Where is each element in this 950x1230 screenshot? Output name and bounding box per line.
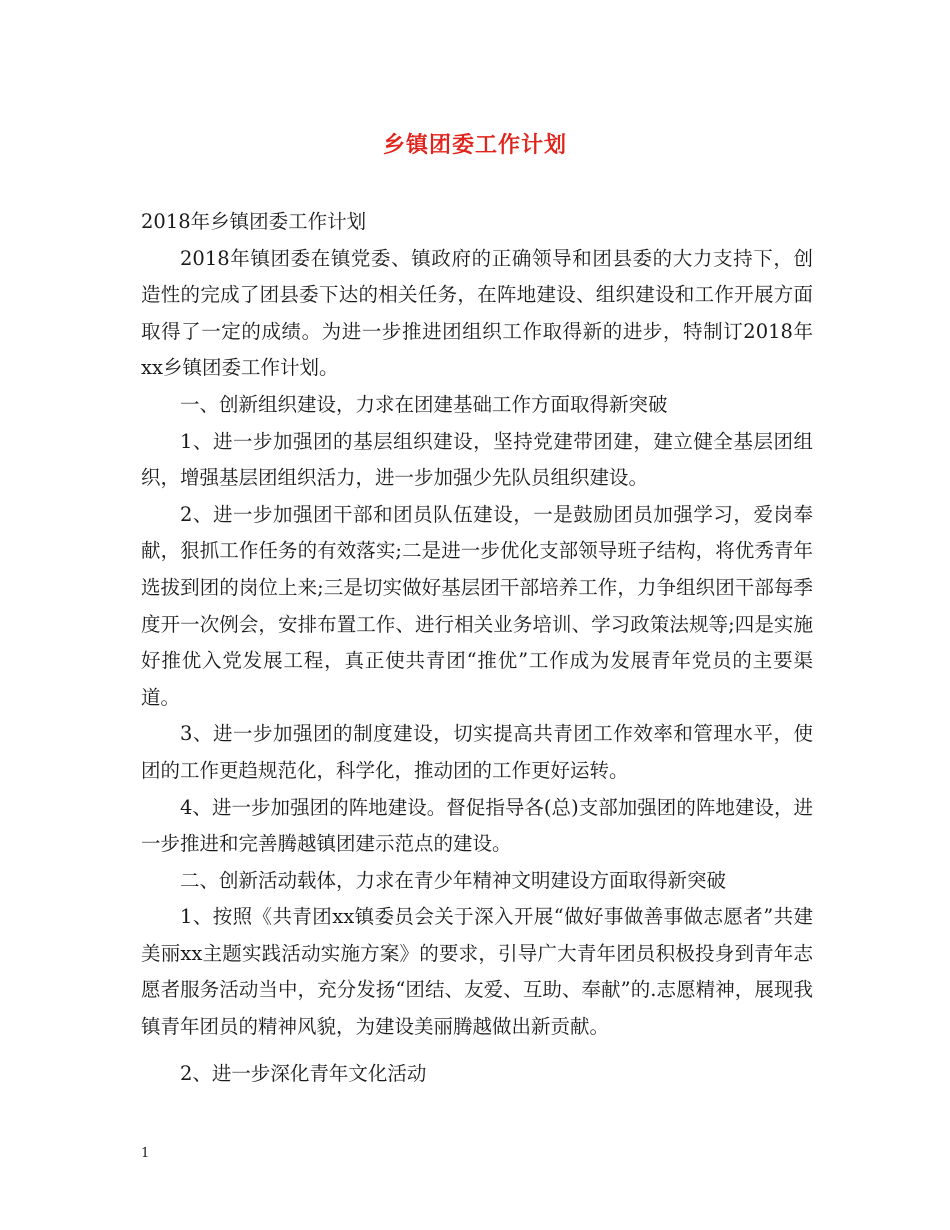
paragraph-item-1-1: 1、进一步加强团的基层组织建设，坚持党建带团建，建立健全基层团组织，增强基层团组织活力，进一步加强少先队员组织建设。 (141, 429, 813, 490)
section-heading-1: 一、创新组织建设，力求在团建基础工作方面取得新突破 (180, 392, 668, 416)
paragraph-item-1-4: 4、进一步加强团的阵地建设。督促指导各(总)支部加强团的阵地建设，进一步推进和完善腾越镇团建示范点的建设。 (141, 795, 813, 856)
document-title: 乡镇团委工作计划 (382, 132, 567, 158)
paragraph-item-2-1: 1、按照《共青团xx镇委员会关于深入开展“做好事做善事做志愿者”共建美丽xx主题实践活动实施方案》的要求，引导广大青年团员积极投身到青年志愿者服务活动当中，充分发扬“团结、友爱、互助、奉献”的.志愿精神，展现我镇青年团员的精神风貌，为建设美丽腾越做出新贡献。 (141, 905, 813, 1039)
document-subtitle: 2018年乡镇团委工作计划 (141, 210, 367, 233)
paragraph-intro: 2018年镇团委在镇党委、镇政府的正确领导和团县委的大力支持下，创造性的完成了团县委下达的相关任务，在阵地建设、组织建设和工作开展方面取得了一定的成绩。为进一步推进团组织工作取得新的进步，特制订2018年xx乡镇团委工作计划。 (141, 246, 813, 380)
section-heading-2: 二、创新活动载体，力求在青少年精神文明建设方面取得新突破 (180, 868, 727, 892)
paragraph-item-2-2: 2、进一步深化青年文化活动 (180, 1061, 427, 1085)
document-body (141, 204, 813, 1092)
paragraph-item-1-3: 3、进一步加强团的制度建设，切实提高共青团工作效率和管理水平，使团的工作更趋规范化，科学化，推动团的工作更好运转。 (141, 722, 813, 782)
page-number: 1 (141, 1146, 150, 1161)
paragraph-item-1-2: 2、进一步加强团干部和团员队伍建设，一是鼓励团员加强学习，爱岗奉献，狠抓工作任务的有效落实;二是进一步优化支部领导班子结构，将优秀青年选拔到团的岗位上来;三是切实做好基层团干部培养工作，力争组织团干部每季度开一次例会，安排布置工作、进行相关业务培训、学习政策法规等;四是实施好推优入党发展工程，真正使共青团“推优”工作成为发展青年党员的主要渠道。 (141, 502, 813, 709)
